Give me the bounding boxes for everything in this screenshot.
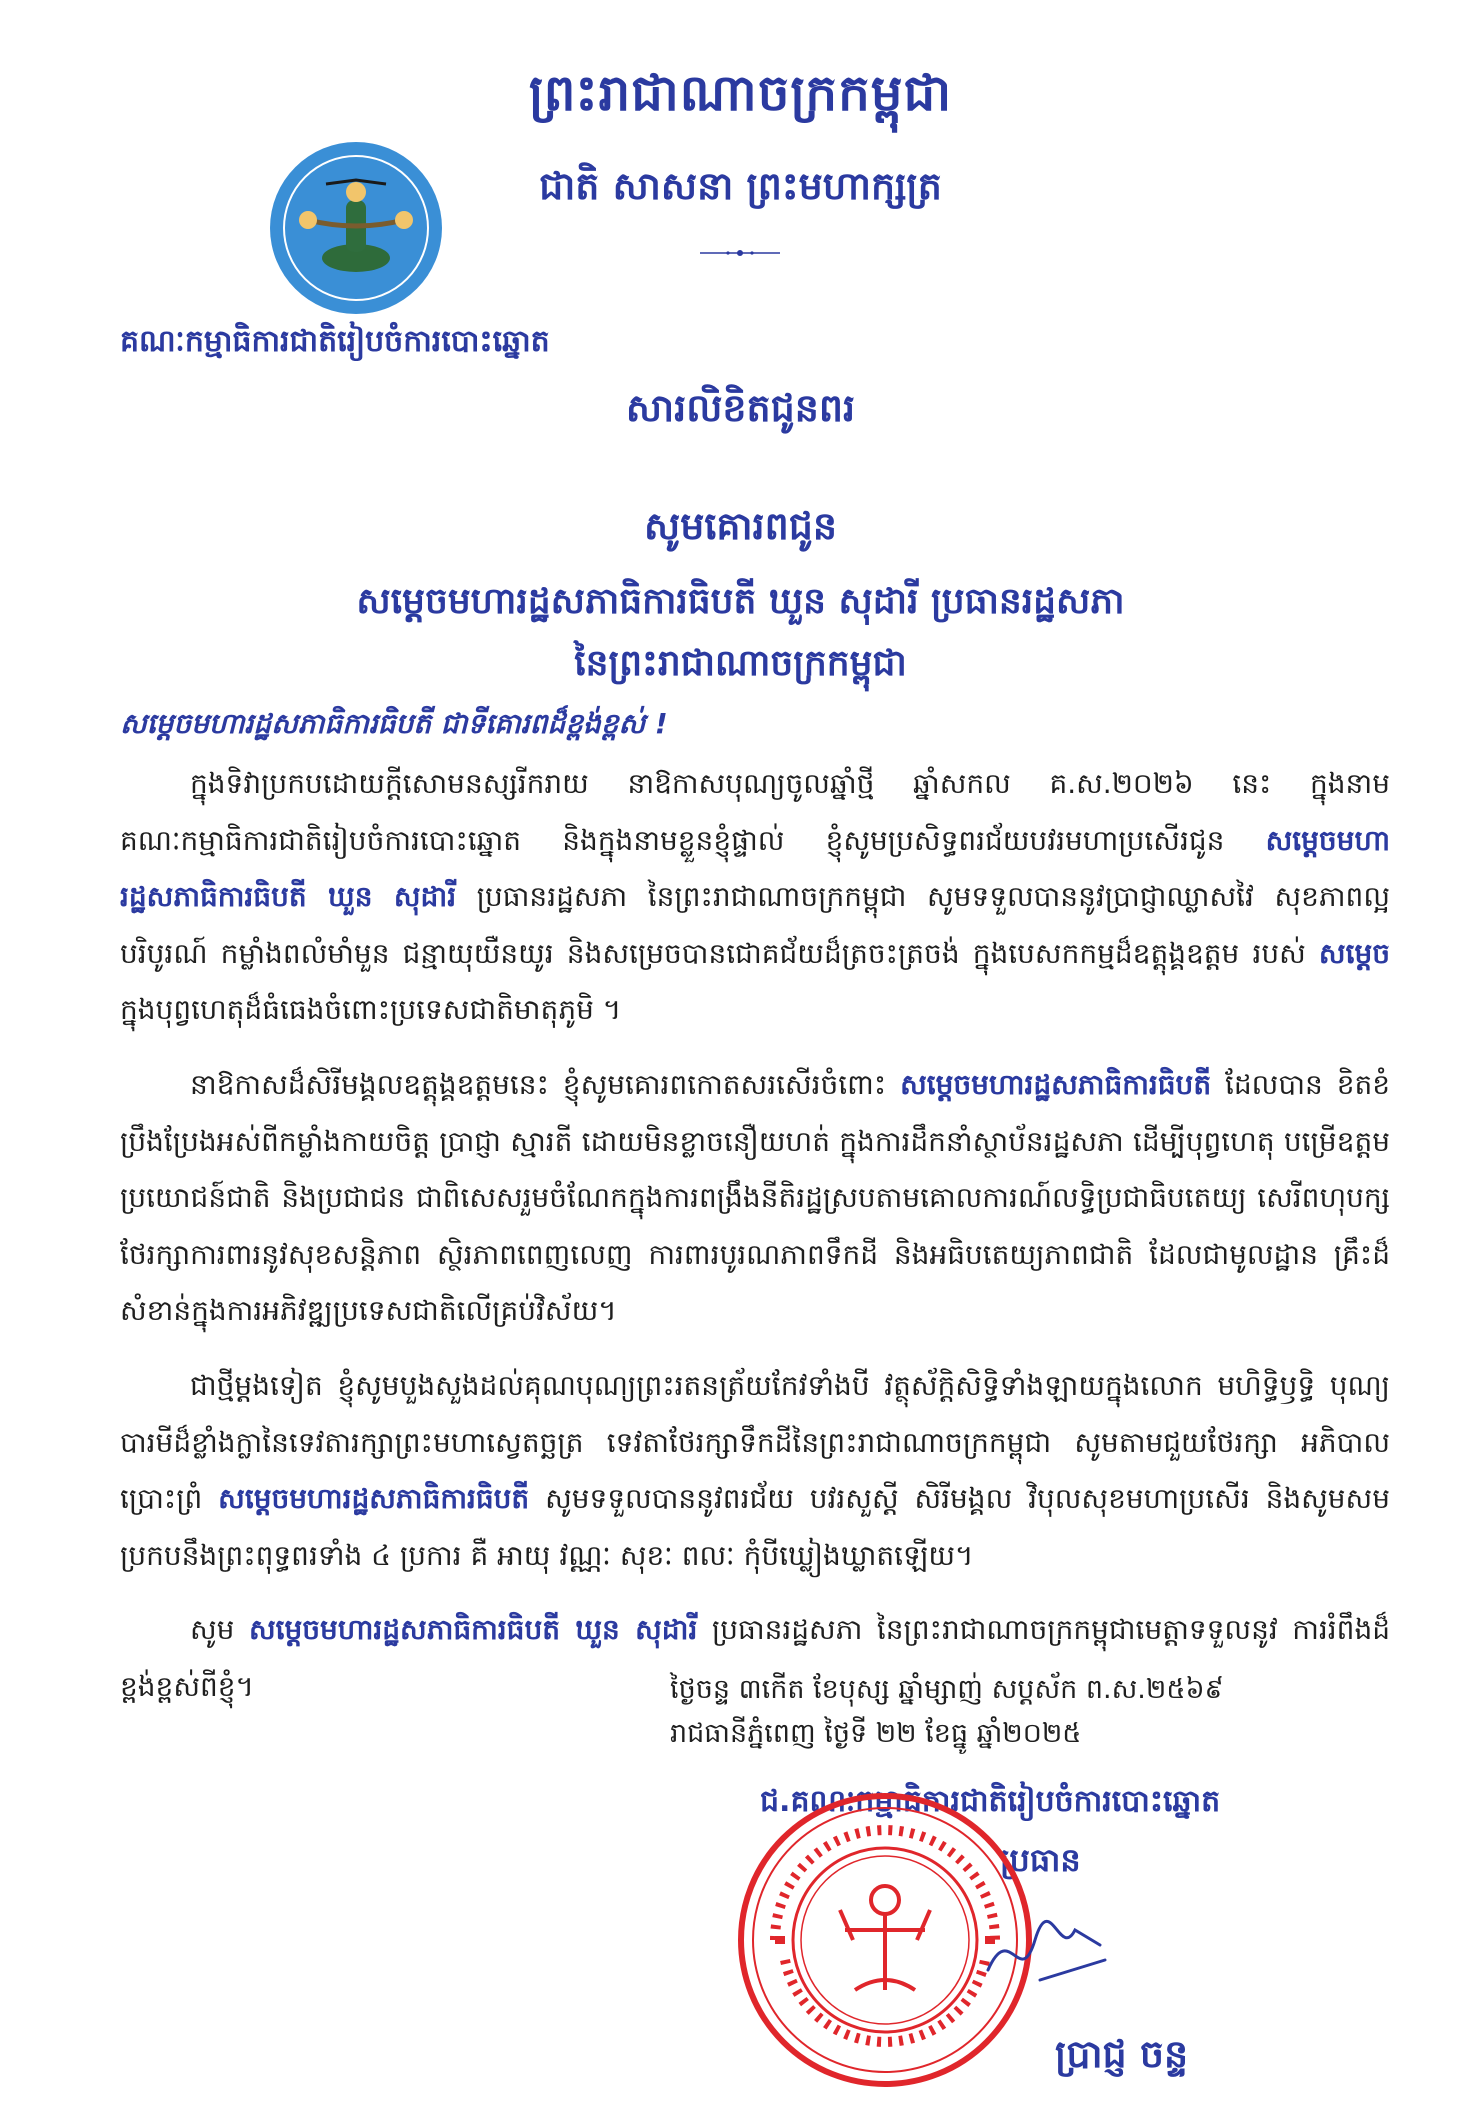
recipient-line-2: សម្ដេចមហារដ្ឋសភាធិការធិបតី ឃួន សុដារី ប្រធានរដ្ឋសភា [356,581,1125,622]
paragraph-2: នាឱកាសដ៏សិរីមង្គលឧត្ដុង្គឧត្តមនេះ ខ្ញុំសូមគោរពកោតសរសើរចំពោះ សម្ដេចមហារដ្ឋសភាធិការធិបតី ដែលបាន ខិតខំប្រឹងប្រែងអស់ពីកម្លាំងកាយចិត្ត ប្រាជ្ញា ស្មារតី ដោយមិនខ្លាចនឿយហត់ ក្នុងការដឹកនាំស្ថាប័នរដ្ឋសភា ដើម្បីបុព្វហេតុ បម្រើឧត្តមប្រយោជន៍ជាតិ និងប្រជាជន ជាពិសេសរួមចំណែកក្នុងការពង្រឹងនីតិរដ្ឋស្របតាមគោលការណ៍លទ្ធិប្រជាធិបតេយ្យ សេរីពហុបក្ស ថែរក្សាការពារនូវសុខសន្តិភាព ស្ថិរភាពពេញលេញ ការពារបូរណភាពទឹកដី និងអធិបតេយ្យភាពជាតិ ដែលជាមូលដ្ឋាន គ្រឹះដ៏សំខាន់ក្នុងការអភិវឌ្ឍប្រទេសជាតិលើគ្រប់វិស័យ។ [120,1067,1391,1328]
salutation: សម្ដេចមហារដ្ឋសភាធិការធិបតី ជាទីគោរពដ៏ខ្ពង់ខ្ពស់ ! [120,707,668,740]
nec-logo [268,140,444,316]
handwritten-signature [980,1900,1110,2000]
national-motto: ជាតិ សាសនា ព្រះមហាក្សត្រ [539,164,942,208]
letter-title: សារលិខិតជូនពរ [625,386,856,430]
recipient-line-1: សូមគោរពជូន [644,504,837,548]
paragraph-4: សូម សម្ដេចមហារដ្ឋសភាធិការធិបតី ឃួន សុដារី ប្រធានរដ្ឋសភា នៃព្រះរាជាណាចក្រកម្ពុជាមេត្តាទទួលនូវ ការរំពឹងដ៏ខ្ពង់ខ្ពស់ពីខ្ញុំ។ [120,1613,1391,1703]
ornament-divider [700,248,780,258]
kingdom-heading: ព្រះរាជាណាចក្រកម្ពុជា [528,64,953,122]
dateline [670,1668,1390,1756]
signature-position: ប្រធាន [1000,1841,1081,1879]
signature-organization: ជ.គណៈកម្មាធិការជាតិរៀបចំការបោះឆ្នោត [760,1784,1221,1819]
lunar-date: ថ្ងៃចន្ទ ៣កើត ខែបុស្ស ឆ្នាំម្សាញ់ សប្តស័ក ព.ស.២៥៦៩ [670,1674,1224,1705]
paragraph-3: ជាថ្មីម្ដងទៀត ខ្ញុំសូមបួងសួងដល់គុណបុណ្យព្រះរតនត្រ័យកែវទាំងបី វត្ថុស័ក្តិសិទ្ធិទាំងឡាយក្នុងលោក មហិទ្ធិឫទ្ធិ បុណ្យបារមីដ៏ខ្លាំងក្លានៃទេវតារក្សាព្រះមហាស្វេតច្ឆត្រ ទេវតាថែរក្សាទឹកដីនៃព្រះរាជាណាចក្រកម្ពុជា សូមតាមជួយថែរក្សា អភិបាលប្រោះព្រំ សម្ដេចមហារដ្ឋសភាធិការធិបតី សូមទទួលបាននូវពរជ័យ បវរសួស្ដី សិរីមង្គល វិបុលសុខមហាប្រសើរ និងសូមសមប្រកបនឹងព្រះពុទ្ធពរទាំង ៤ ប្រការ គឺ អាយុ វណ្ណៈ សុខៈ ពលៈ កុំបីឃ្លៀងឃ្លាតឡើយ។ [120,1368,1390,1572]
solar-date: រាជធានីភ្នំពេញ ថ្ងៃទី ២២ ខែធ្នូ ឆ្នាំ២០២៥ [670,1718,1082,1749]
recipient-line-3: នៃព្រះរាជាណាចក្រកម្ពុជា [574,643,907,684]
letter-body [120,756,1390,1734]
signer-name: ប្រាជ្ញ ចន្ទ [1055,2032,1189,2076]
organization-name: គណៈកម្មាធិការជាតិរៀបចំការបោះឆ្នោត [120,324,550,359]
paragraph-1: ក្នុងទិវាប្រកបដោយក្ដីសោមនស្សរីករាយ នាឱកាសបុណ្យចូលឆ្នាំថ្មី ឆ្នាំសកល គ.ស.២០២៦ នេះ ក្នុងនាម គណៈកម្មាធិការជាតិរៀបចំការបោះឆ្នោត និងក្នុងនាមខ្លួនខ្ញុំផ្ទាល់ ខ្ញុំសូមប្រសិទ្ធពរជ័យបវរមហាប្រសើរជូន សម្ដេចមហារដ្ឋសភាធិការធិបតី ឃួន សុដារី ប្រធានរដ្ឋសភា នៃព្រះរាជាណាចក្រកម្ពុជា សូមទទួលបាននូវប្រាជ្ញាឈ្លាសវៃ សុខភាពល្អបរិបូរណ៍ កម្លាំងពលំមាំមួន ជន្មាយុយឺនយូរ និងសម្រេចបានជោគជ័យដ៏ត្រចះត្រចង់ ក្នុងបេសកកម្មដ៏ឧត្តុង្គឧត្តម របស់ សម្ដេច ក្នុងបុព្វហេតុដ៏ធំធេងចំពោះប្រទេសជាតិមាតុភូមិ ។ [120,767,1390,1027]
